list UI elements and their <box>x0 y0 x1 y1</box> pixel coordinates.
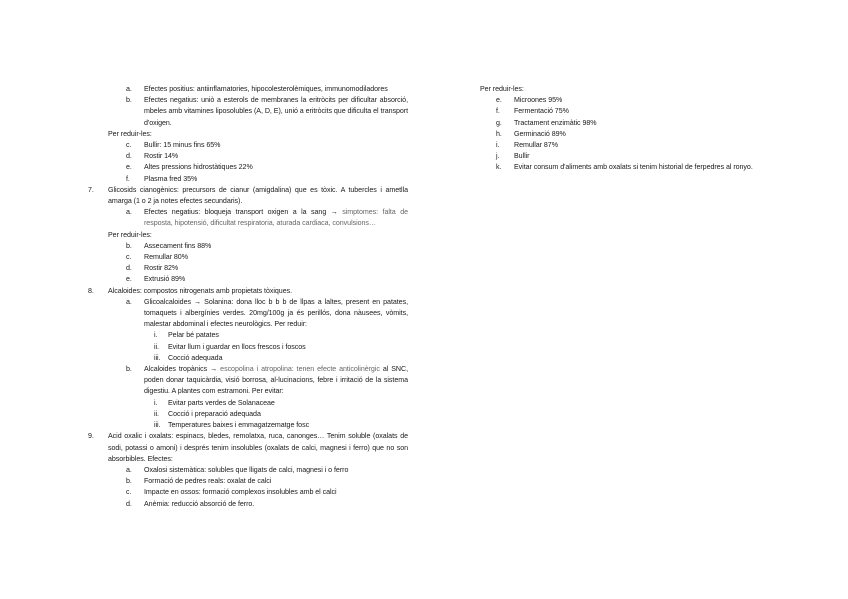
list-item-text: Extrusió 89% <box>144 275 186 284</box>
list-item-text: Alcaloides tropànics → <box>144 365 221 374</box>
list-number: 9. <box>88 432 94 441</box>
list-marker: e. <box>126 163 132 172</box>
list-item-text: Rostir 82% <box>144 264 179 273</box>
list-item <box>88 95 408 129</box>
list-marker: b. <box>126 365 132 374</box>
list-marker: j. <box>496 152 500 161</box>
list-item-text: Cocció i preparació adequada <box>168 409 261 418</box>
list-item-text: Impacte en ossos: formació complexos insolubles amb el calci <box>144 488 337 497</box>
list-item <box>480 140 780 151</box>
list-marker: c. <box>126 488 132 497</box>
list-item <box>480 106 780 117</box>
list-item-text: Temperatures baixes i emmagatzematge fosc <box>168 421 310 430</box>
list-item-text: Efectes negatius: bloqueja transport oxigen a la sang → <box>144 208 343 217</box>
list-item <box>88 162 408 173</box>
list-item <box>88 207 408 229</box>
list-marker: iii. <box>154 421 161 430</box>
list-item <box>88 297 408 331</box>
list-item <box>480 118 780 129</box>
numbered-item <box>88 286 408 297</box>
list-marker: b. <box>126 477 132 486</box>
list-marker: c. <box>126 141 132 150</box>
list-item <box>88 274 408 285</box>
list-marker: b. <box>126 96 132 105</box>
numbered-item <box>88 431 408 465</box>
section-label: Per reduir-les: <box>108 230 152 239</box>
list-item-text: Fermentació 75% <box>514 107 569 116</box>
list-marker: g. <box>496 118 502 127</box>
list-marker: a. <box>126 297 132 306</box>
list-item-text: Rostir 14% <box>144 152 179 161</box>
list-marker: i. <box>154 331 158 340</box>
list-marker: i. <box>496 141 500 150</box>
section-label: Per reduir-les: <box>108 129 152 138</box>
list-item <box>88 252 408 263</box>
list-item <box>88 465 408 476</box>
list-marker: e. <box>496 96 502 105</box>
list-marker: ii. <box>154 342 159 351</box>
list-item <box>480 95 780 106</box>
sub-list-item <box>88 330 408 341</box>
list-item <box>88 174 408 185</box>
list-marker: f. <box>126 174 130 183</box>
list-item <box>480 151 780 162</box>
list-item <box>88 499 408 510</box>
list-item-text: Glicoalcaloides → Solanina: dona lloc b b b de llpas a laltes, present en patates, tomaquets i albergínies verdes. 20mg/100g ja és perillós, dona nàusees, vòmits, malestar abdominal i efectes neurològics. Per reduir: <box>144 297 408 329</box>
list-marker: h. <box>496 129 502 138</box>
left-column <box>88 84 408 510</box>
list-item-text: Formació de pedres reals: oxalat de calci <box>144 477 272 486</box>
list-item <box>88 263 408 274</box>
list-item <box>88 151 408 162</box>
list-marker: k. <box>496 163 502 172</box>
list-marker: f. <box>496 107 500 116</box>
list-marker: a. <box>126 465 132 474</box>
list-item-text: Remullar 87% <box>514 141 558 150</box>
list-item-text: Altes pressions hidrostàtiques 22% <box>144 163 253 172</box>
list-item-text: Evitar parts verdes de Solanaceae <box>168 398 275 407</box>
numbered-item-text: Glicosids cianogènics: precursors de cianur (amigdalina) que es tòxic. A tubercles i ametlla amarga (1 o 2 ja notes efectes secundaris). <box>108 185 408 206</box>
list-item-text: Oxalosi sistemàtica: solubles que lligats de calci, magnesi i o ferro <box>144 465 349 474</box>
list-item-text: Cocció adequada <box>168 353 223 362</box>
list-item-text-rest: al SNC, poden donar taquicàrdia, visió borrosa, al-lucinacions, febre i irritació de la sistema digestiu. A plantes com estramoni. Per evitar: <box>144 365 408 396</box>
sub-list-item <box>88 398 408 409</box>
list-item <box>88 487 408 498</box>
list-item <box>88 476 408 487</box>
list-number: 7. <box>88 185 94 194</box>
list-item <box>88 364 408 398</box>
list-item-text: Pelar bé patates <box>168 331 219 340</box>
list-number: 8. <box>88 286 94 295</box>
right-column <box>480 84 780 174</box>
sub-list-item <box>88 420 408 431</box>
list-item <box>88 140 408 151</box>
list-item-text: Plasma fred 35% <box>144 174 198 183</box>
list-marker: i. <box>154 398 158 407</box>
list-item-text: Microones 95% <box>514 96 563 105</box>
sub-list-item <box>88 353 408 364</box>
list-marker: a. <box>126 208 132 217</box>
list-item <box>88 241 408 252</box>
list-marker: a. <box>126 85 132 93</box>
list-marker: iii. <box>154 353 161 362</box>
list-item <box>480 129 780 140</box>
list-item-text-grey: simptomes: falta de resposta, hipotensió, dificultat respiratoria, aturada cardiaca, convulsions… <box>144 208 408 228</box>
numbered-item-text: Acid oxalic i oxalats: espinacs, bledes, remolatxa, ruca, canonges… Tenim soluble (oxalats de sodi, potassi o amoni) i després tenim insolubles (oxalats de calci, magnesi i ferro) que no son absorbibles. Efectes: <box>108 432 408 463</box>
list-marker: c. <box>126 253 132 262</box>
numbered-item <box>88 185 408 207</box>
list-marker: e. <box>126 275 132 284</box>
list-marker: d. <box>126 499 132 508</box>
numbered-item-text: Alcaloides: compostos nitrogenats amb propietats tòxiques. <box>108 286 293 295</box>
list-marker: d. <box>126 264 132 273</box>
list-item <box>480 162 780 173</box>
sub-list-item <box>88 409 408 420</box>
list-marker: ii. <box>154 409 159 418</box>
list-item-text: Efectes negatius: uniò a esterols de membranes la eritròcits per dificultar absorció, mbeles amb vitamines liposolubles (A, D, E), unió a eritròcits que dificulta el transport d'oxigen. <box>144 96 408 127</box>
list-item <box>88 84 408 95</box>
list-marker: d. <box>126 152 132 161</box>
list-item-text: Germinació 89% <box>514 129 566 138</box>
sub-list-item <box>88 342 408 353</box>
list-item-text: Anèmia: reducció absorció de ferro. <box>144 499 255 508</box>
list-item-text-grey: escopolina i atropolina: tenen efecte anticolinèrgic <box>220 365 380 374</box>
list-item-text: Assecament fins 88% <box>144 241 212 250</box>
list-item-text: Evitar llum i guardar en llocs frescos i foscos <box>168 342 306 351</box>
list-item-text: Efectes positius: antiinflamatories, hipocolesterolèmiques, immunomodiladores <box>144 85 388 93</box>
section-label: Per reduir-les: <box>480 85 524 93</box>
list-item-text: Bullir: 15 minus fins 65% <box>144 141 221 150</box>
list-marker: b. <box>126 241 132 250</box>
list-item-text: Bullir <box>514 152 530 161</box>
list-item-text: Evitar consum d'aliments amb oxalats si tenim historial de ferpedres al ronyo. <box>514 163 753 172</box>
list-item-text: Tractament enzimàtic 98% <box>514 118 597 127</box>
list-item-text: Remullar 80% <box>144 253 188 262</box>
